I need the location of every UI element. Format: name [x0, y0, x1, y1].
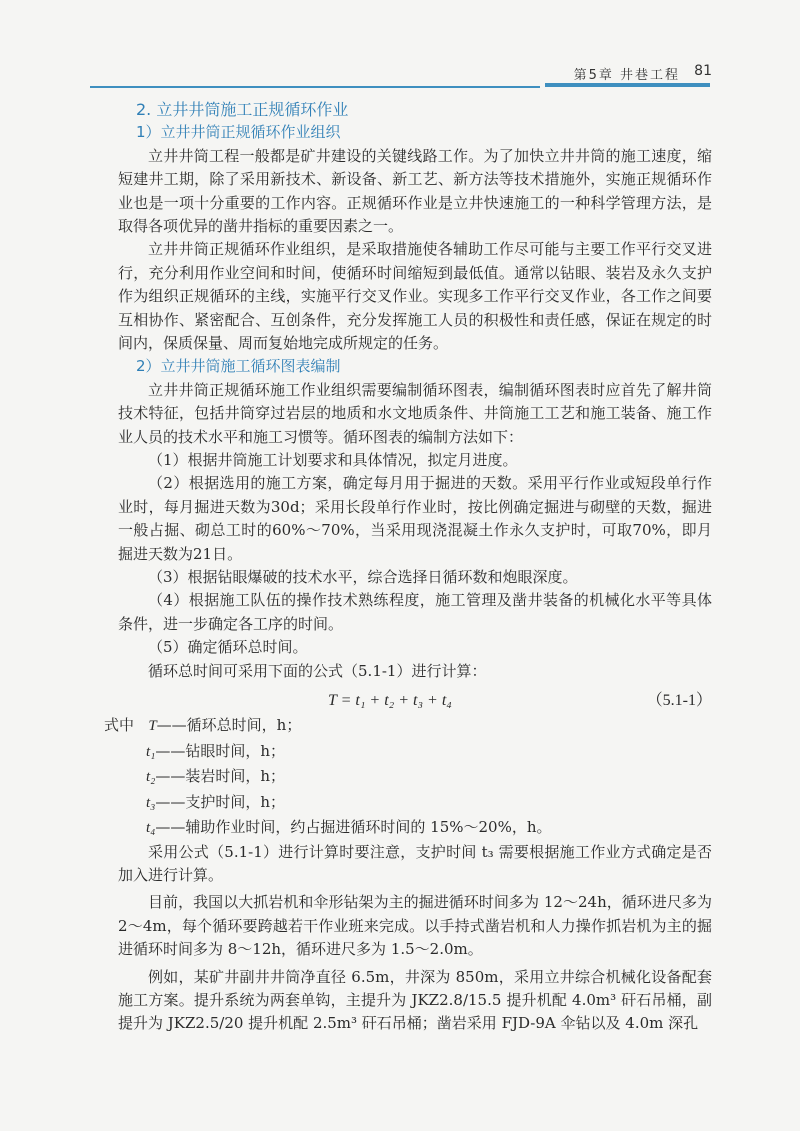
definition-text: ——支护时间，h；: [155, 792, 286, 811]
subsection-heading-2: 2）立井井筒施工循环图表编制: [136, 357, 341, 376]
formula: [118, 685, 712, 713]
header-rule: [90, 86, 540, 88]
paragraph: 目前，我国以大抓岩机和伞形钻架为主的掘进循环时间多为 12～24h，循环进尺多为 2～4m，每个循环要跨越若干作业班来完成。以手持式凿岩机和人力操作抓岩机为主的掘进循环时间多为 8～12h，循环进尺多为 1.5～2.0m。: [118, 893, 712, 959]
definition-item: [146, 815, 712, 841]
list-item: （4）根据施工队伍的操作技术熟练程度，施工管理及凿井装备的机械化水平等具体条件，进一步确定各工序的时间。: [118, 591, 712, 633]
section-heading: 2. 立井井筒施工正规循环作业: [136, 100, 349, 119]
definition-item: [146, 739, 712, 765]
definition-symbol: t₃: [146, 794, 156, 811]
paragraph: 立井井筒工程一般都是矿井建设的关键线路工作。为了加快立井井筒的施工速度，缩短建井工期，除了采用新技术、新设备、新工艺、新方法等技术措施外，实施正规循环作业也是一项十分重要的工作内容。正规循环作业是立井快速施工的一种科学管理方法，是取得各项优异的凿井指标的重要因素之一。: [118, 146, 712, 235]
definition-text: ——钻眼时间，h；: [155, 741, 286, 760]
definition-symbol: t₁: [146, 743, 156, 760]
page-body: [104, 98, 712, 1036]
formula-number: （5.1-1）: [646, 692, 712, 710]
paragraph: 采用公式（5.1-1）进行计算时要注意，支护时间 t₃ 需要根据施工作业方式确定是否加入进行计算。: [118, 842, 712, 885]
definition-item: [104, 713, 712, 739]
page-number: 81: [694, 63, 712, 79]
definition-item: [146, 764, 712, 790]
paragraph: 立井井筒正规循环作业组织，是采取措施使各辅助工作尽可能与主要工作平行交叉进行，充分利用作业空间和时间，使循环时间缩短到最低值。通常以钻眼、装岩及永久支护作为组织正规循环的主线，实施平行交叉作业。实现多工作平行交叉作业，各工作之间要互相协作、紧密配合、互创条件，充分发挥施工人员的积极性和责任感，保证在规定的时间内，保质保量、周而复始地完成所规定的任务。: [118, 240, 712, 353]
paragraph: 循环总时间可采用下面的公式（5.1-1）进行计算：: [148, 661, 487, 680]
paragraph: 立井井筒正规循环施工作业组织需要编制循环图表，编制循环图表时应首先了解井筒技术特征，包括井筒穿过岩层的地质和水文地质条件、井筒施工工艺和施工装备、施工作业人员的技术水平和施工习惯等。循环图表的编制方法如下：: [118, 380, 712, 446]
definition-symbol: T: [148, 718, 157, 735]
list-item: （2）根据选用的施工方案，确定每月用于掘进的天数。采用平行作业或短段单行作业时，每月掘进天数为30d；采用长段单行作业时，按比例确定掘进与砌壁的天数，掘进一般占掘、砌总工时的60%～70%，当采用现浇混凝土作永久支护时，可取70%，即月掘进天数为21日。: [118, 474, 712, 563]
definition-intro: 式中: [104, 716, 135, 735]
definition-symbol: t₄: [146, 820, 156, 837]
definition-text: ——辅助作业时间，约占掘进循环时间的 15%～20%，h。: [155, 818, 552, 837]
formula-expression: T = t₁ + t₂ + t₃ + t₄: [328, 692, 452, 710]
list-item: （5）确定循环总时间。: [148, 638, 308, 657]
definition-item: [146, 790, 712, 816]
list-item: （1）根据井筒施工计划要求和具体情况，拟定月进度。: [148, 451, 518, 470]
subsection-heading-1: 1）立井井筒正规循环作业组织: [136, 123, 341, 142]
list-item: （3）根据钻眼爆破的技术水平，综合选择日循环数和炮眼深度。: [148, 568, 578, 587]
page-header: [0, 60, 800, 90]
definition-text: ——循环总时间，h；: [156, 716, 302, 735]
definition-text: ——装岩时间，h；: [155, 767, 286, 786]
definition-symbol: t₂: [146, 769, 156, 786]
paragraph: 例如，某矿井副井井筒净直径 6.5m，井深为 850m，采用立井综合机械化设备配套施工方案。提升系统为两套单钩，主提升为 JKZ2.8/15.5 提升机配 4.0m³ 矸石吊桶，副提升为 JKZ2.5/20 提升机配 2.5m³ 矸石吊桶；凿岩采用 FJD-9A 伞钻以及 4.0m 深孔: [118, 967, 712, 1033]
header-rule-accent: [545, 83, 710, 87]
chapter-title: 第5章 井巷工程: [573, 68, 680, 83]
